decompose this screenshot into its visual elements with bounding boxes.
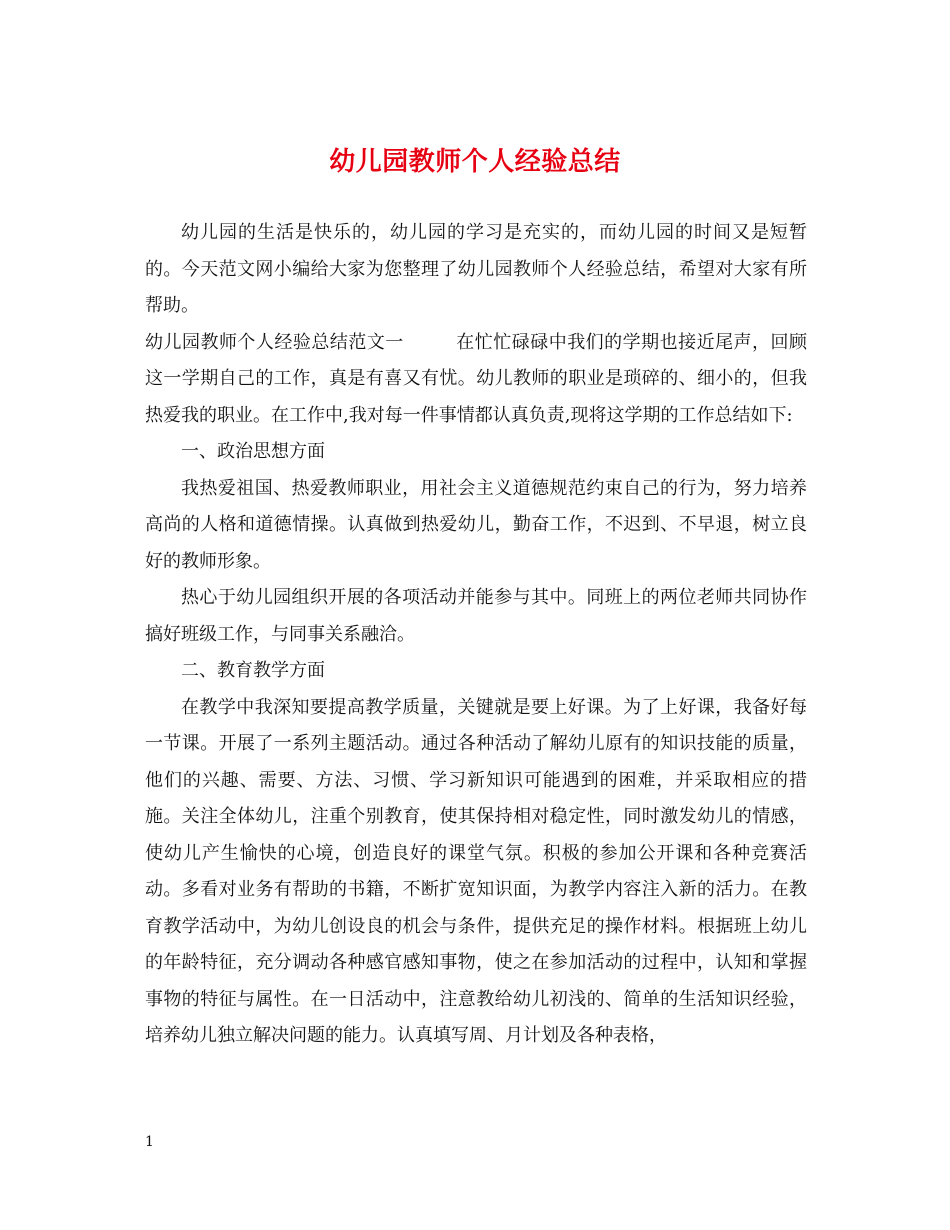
- section-heading-politics: 一、政治思想方面: [181, 441, 325, 462]
- intro-paragraph: 幼儿园的生活是快乐的，幼儿园的学习是充实的，而幼儿园的时间又是短暂的。今天范文网小编给大家为您整理了幼儿园教师个人经验总结，希望对大家有所帮助。: [145, 222, 807, 316]
- sample-paragraph: [145, 325, 807, 435]
- section-heading-teaching: 二、教育教学方面: [181, 660, 325, 681]
- sample-opening-text: 在忙忙碌碌中我们的学期也接近尾声，回顾这一学期自己的工作，真是有喜又有忧。幼儿教师的职业是琐碎的、细小的，但我热爱我的职业。在工作中,我对每一件事情都认真负责,现将这学期的工作总结如下:: [145, 331, 808, 426]
- activities-paragraph: 热心于幼儿园组织开展的各项活动并能参与其中。同班上的两位老师共同协作搞好班级工作，与同事关系融洽。: [145, 587, 807, 645]
- page-number: 1: [145, 1134, 154, 1150]
- politics-paragraph: 我热爱祖国、热爱教师职业，用社会主义道德规范约束自己的行为，努力培养高尚的人格和道德情操。认真做到热爱幼儿，勤奋工作，不迟到、不早退，树立良好的教师形象。: [145, 477, 807, 572]
- sample-heading: 幼儿园教师个人经验总结范文一: [145, 331, 404, 353]
- teaching-paragraph: 在教学中我深知要提高教学质量，关键就是要上好课。为了上好课，我备好每一节课。开展了一系列主题活动。通过各种活动了解幼儿原有的知识技能的质量，他们的兴趣、需要、方法、习惯、学习新知识可能遇到的困难，并采取相应的措施。关注全体幼儿，注重个别教育，使其保持相对稳定性，同时激发幼儿的情感，使幼儿产生愉快的心境，创造良好的课堂气氛。积极的参加公开课和各种竞赛活动。多看对业务有帮助的书籍，不断扩宽知识面，为教学内容注入新的活力。在教育教学活动中，为幼儿创设良的机会与条件，提供充足的操作材料。根据班上幼儿的年龄特征，充分调动各种感官感知事物，使之在参加活动的过程中，认知和掌握事物的特征与属性。在一日活动中，注意教给幼儿初浅的、简单的生活知识经验，培养幼儿独立解决问题的能力。认真填写周、月计划及各种表格，: [145, 696, 807, 1046]
- document-title: 幼儿园教师个人经验总结: [329, 147, 621, 177]
- document-body: [145, 215, 807, 1055]
